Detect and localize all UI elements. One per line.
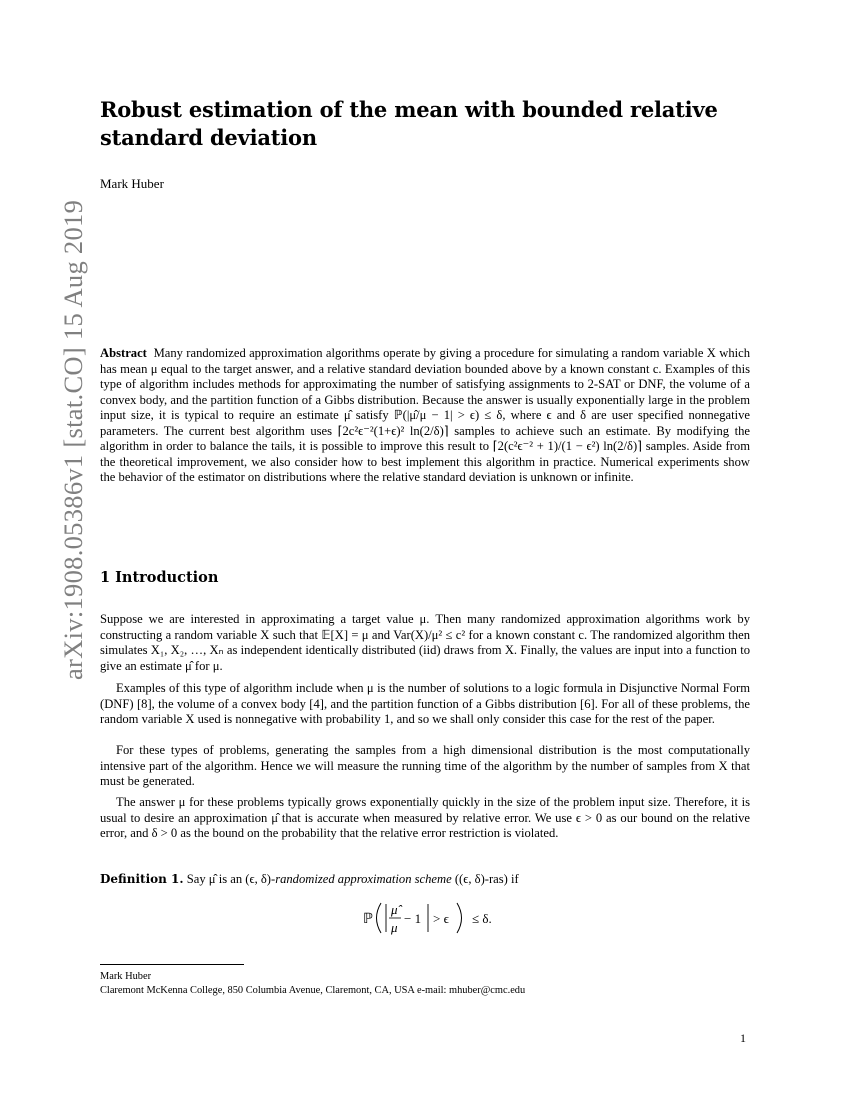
abstract-heading: Abstract [100,346,147,360]
footnote-name: Mark Huber [100,971,152,982]
definition-equation [0,897,850,939]
abstract [100,346,750,486]
arxiv-sidebar [10,199,88,690]
arxiv-identifier: arXiv:1908.05386v1 [stat.CO] 15 Aug 2019 [58,199,88,680]
definition-term: randomized approximation scheme [275,872,452,886]
footnote-affiliation: Claremont McKenna College, 850 Columbia Avenue, Claremont, CA, USA e-mail: mhuber@cmc.edu [100,985,526,996]
author-name: Mark Huber [100,176,164,191]
eq-numerator: μ̂ [391,902,398,917]
eq-tail: ≤ δ. [472,911,492,926]
definition-post: ((ϵ, δ)-ras) if [451,872,519,886]
intro-paragraph-2: Examples of this type of algorithm include when μ is the number of solutions to a logic formula in Disjunctive Normal Form (DNF) [8], the volume of a convex body [4], and the partition function of a Gibbs distribution [6]. For all of these problems, the random variable X used is nonnegative with probability 1, and so we shall only consider this case for the rest of the paper. [100,681,750,726]
paper-title: Robust estimation of the mean with bounded relative standard deviation [100,97,718,150]
intro-paragraph-3: For these types of problems, generating the samples from a high dimensional distribution is the most computationally intensive part of the algorithm. Hence we will measure the running time of the algorithm by the number of samples from X that must be generated. [100,743,750,788]
eq-rhs: > ϵ [433,911,449,926]
page-number: 1 [740,1031,746,1045]
definition-1 [100,872,750,888]
abstract-text: Many randomized approximation algorithms operate by giving a procedure for simulating a random variable X which has mean μ equal to the target answer, and a relative standard deviation bounded above by a known constant c. Examples of this type of algorithm includes methods for approximating the number of satisfying assignments to 2-SAT or DNF, the volume of a convex body, and the partition function of a Gibbs distribution. Because the answer is usually exponentially large in the problem input size, it is typical to require an estimate μ̂ satisfy ℙ(|μ̂/μ − 1| > ϵ) ≤ δ, where ϵ and δ are user specified nonnegative parameters. The current best algorithm uses ⌈2c²ϵ⁻²(1+ϵ)² ln(2/δ)⌉ samples to achieve such an estimate. By modifying the algorithm in order to balance the tails, it is possible to improve this result to ⌈2(c²ϵ⁻² + 1)/(1 − ϵ²) ln(2/δ)⌉ samples. Aside from the theoretical improvement, we also consider how to best implement this algorithm in practice. Numerical experiments show the behavior of the estimator on distributions where the relative standard deviation is unknown or infinite. [100,346,751,484]
definition-pre: Say μ̂ is an (ϵ, δ)- [186,872,276,886]
eq-left-paren [377,903,382,933]
eq-right-paren [457,903,462,933]
eq-minus-one: − 1 [404,911,422,926]
eq-prob: ℙ [363,912,373,927]
footnote-divider [100,964,244,965]
intro-paragraph-4: The answer μ for these problems typically grows exponentially quickly in the size of the problem input size. Therefore, it is usual to desire an approximation μ̂ that is accurate when measured by relative error. We use ϵ > 0 as our bound on the relative error, and δ > 0 as the bound on the probability that the relative error restriction is violated. [100,795,750,840]
intro-paragraph-1: Suppose we are interested in approximating a target value μ. Then many randomized approximation algorithms work by constructing a random variable X such that 𝔼[X] = μ and Var(X)/μ² ≤ c² for a known constant c. The randomized algorithm then simulates X₁, X₂, …, Xₙ as independent identically distributed (iid) draws from X. Finally, the values are input into a function to give an estimate μ̂ for μ. [100,612,750,673]
eq-denominator: μ [391,920,398,935]
definition-label: Definition 1. [100,872,184,886]
footnote [100,970,750,998]
section-heading-introduction: 1 Introduction [100,569,219,586]
